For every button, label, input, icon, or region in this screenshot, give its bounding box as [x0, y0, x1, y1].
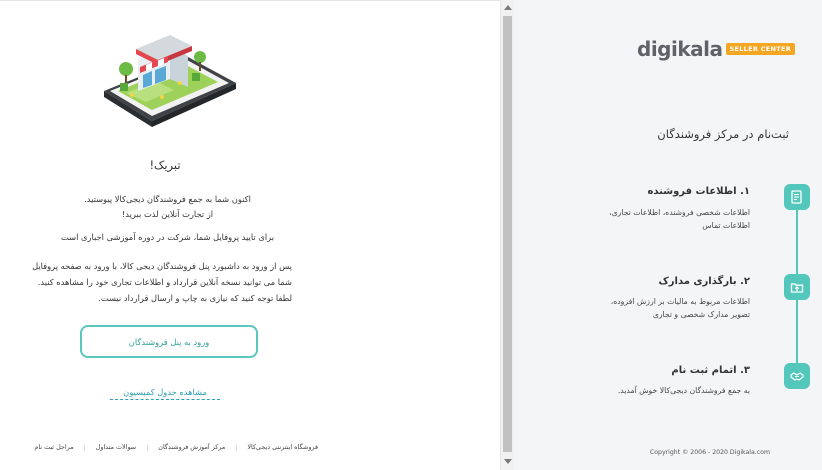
step-2-title: ۲. بارگذاری مدارک	[658, 276, 750, 287]
footer-link-seller-training[interactable]: مرکز آموزش فروشندگان	[158, 443, 226, 451]
dashboard-info-line-1: پس از ورود به داشبورد پنل فروشندگان دیجی کالا، با ورود به صفحه پروفایل	[32, 261, 292, 271]
sidebar-title: ثبت‌نام در مرکز فروشندگان	[657, 127, 789, 141]
footer-separator: |	[146, 443, 149, 451]
congrats-title: تبریک!	[149, 158, 181, 172]
logo-badge: SELLER CENTER	[726, 43, 796, 55]
registration-sidebar	[514, 0, 822, 470]
footer-link-faq[interactable]: سوالات متداول	[95, 443, 137, 451]
step-1-title: ۱. اطلاعات فروشنده	[647, 186, 750, 197]
dashboard-info	[30, 258, 292, 306]
scroll-up-arrow-icon[interactable]	[504, 5, 512, 10]
dashboard-info-line-3: لطفا توجه کنید که نیازی به چاپ و ارسال قرارداد نیست.	[98, 293, 292, 303]
footer-links	[28, 443, 318, 451]
footer-separator: |	[235, 443, 238, 451]
footer-link-registration-steps[interactable]: مراحل ثبت نام	[34, 443, 74, 451]
document-edit-icon	[784, 184, 810, 210]
step-3-description-line-1: به جمع فروشندگان دیجی‌کالا خوش آمدید.	[617, 386, 750, 395]
training-notice: برای تایید پروفایل شما، شرکت در دوره آموزشی اجباری است	[60, 232, 275, 242]
step-2-description-line-1: اطلاعات مربوط به مالیات بر ارزش افزوده،	[610, 297, 750, 306]
dashboard-info-line-2: شما می توانید نسخه آنلاین قرارداد و اطلاعات تجاری خود را مشاهده کنید.	[37, 277, 292, 287]
footer-link-digikala-store[interactable]: فروشگاه اینترنتی دیجی‌کالا	[247, 443, 318, 451]
logo-wordmark: digikala	[637, 37, 723, 61]
copyright-text: Copyright © 2006 - 2020 Digikala.com	[649, 449, 770, 456]
joined-message	[0, 192, 335, 222]
joined-message-line-1: اکنون شما به جمع فروشندگان دیجی‌کالا پیوستید.	[84, 194, 251, 204]
step-1-description-line-1: اطلاعات شخصی فروشنده، اطلاعات تجاری،	[609, 208, 750, 217]
joined-message-line-2: از تجارت آنلاین لذت ببرید!	[121, 209, 214, 219]
scroll-thumb[interactable]	[503, 16, 512, 452]
step-2-description	[514, 295, 750, 321]
digikala-seller-center-logo	[637, 37, 795, 61]
step-2-description-line-2: تصویر مدارک شخصی و تجاری	[652, 310, 750, 319]
step-1-description-line-2: اطلاعات تماس	[702, 221, 750, 230]
step-1-description	[514, 206, 750, 232]
footer-separator: |	[83, 443, 86, 451]
step-3-description	[514, 384, 750, 397]
enter-seller-panel-button[interactable]: ورود به پنل فروشندگان	[80, 325, 258, 358]
step-3-title: ۳. اتمام ثبت نام	[671, 365, 750, 376]
scroll-down-arrow-icon[interactable]	[504, 459, 512, 464]
vertical-scrollbar[interactable]	[500, 0, 514, 470]
handshake-icon	[784, 363, 810, 389]
upload-folder-icon	[784, 274, 810, 300]
shop-illustration	[96, 21, 238, 133]
commission-table-link[interactable]: مشاهده جدول کمیسیون	[110, 387, 220, 400]
